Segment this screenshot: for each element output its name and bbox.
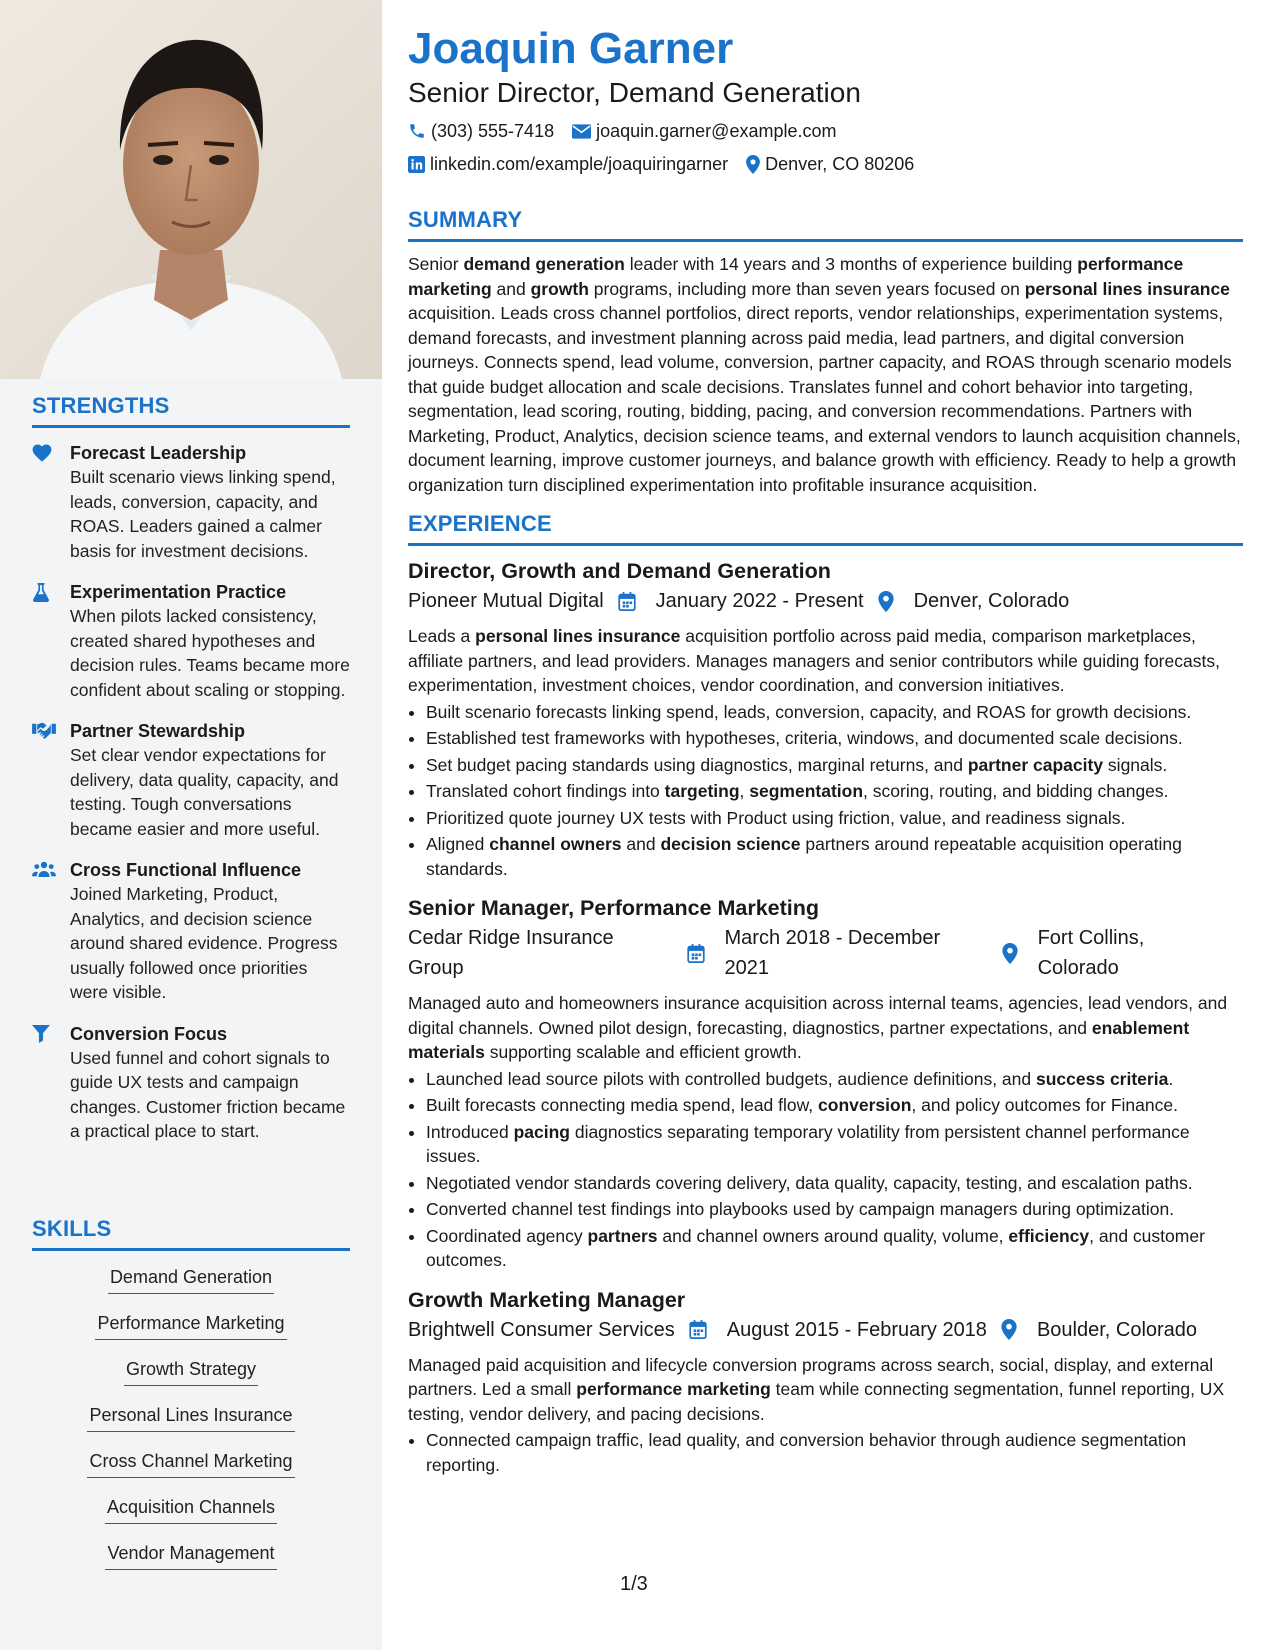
text-run: and channel owners around quality, volume,: [657, 1225, 1009, 1246]
achievement-bullet: [426, 1120, 1243, 1169]
company-name: Pioneer Mutual Digital: [408, 590, 604, 612]
text-run: Converted channel test findings into playbooks used by campaign managers during optimization.: [426, 1199, 1175, 1219]
skills-heading: SKILLS: [32, 1216, 350, 1251]
skill-tag: Performance Marketing: [95, 1311, 286, 1340]
bold-phrase: demand generation: [463, 254, 625, 274]
achievement-bullet: [426, 806, 1243, 831]
bold-phrase: partners: [587, 1225, 658, 1246]
skill-tag: Acquisition Channels: [105, 1495, 277, 1524]
strengths-list: [32, 442, 350, 1144]
candidate-name: Joaquin Garner: [408, 24, 734, 73]
job-achievements: [408, 700, 1243, 882]
text-run: , and policy outcomes for Finance.: [911, 1095, 1178, 1115]
company-name: Brightwell Consumer Services: [408, 1318, 675, 1341]
text-run: and: [621, 834, 661, 854]
job-achievements: [408, 1428, 1243, 1477]
strengths-heading: STRENGTHS: [32, 393, 350, 428]
email-text: joaquin.garner@example.com: [596, 121, 837, 141]
text-run: diagnostics separating temporary volatility from persistent channel performance issues.: [426, 1121, 1190, 1166]
skill-tag: Demand Generation: [108, 1265, 274, 1294]
achievement-bullet: [426, 779, 1243, 804]
bold-phrase: success criteria: [1036, 1068, 1169, 1089]
job-achievements: [408, 1067, 1243, 1273]
summary-heading: SUMMARY: [408, 207, 1243, 242]
skill-tag: Personal Lines Insurance: [87, 1403, 294, 1432]
bold-phrase: personal lines insurance: [475, 626, 681, 646]
text-run: , and customer outcomes.: [426, 1225, 1205, 1270]
job-dates-text: March 2018 - December 2021: [724, 927, 941, 979]
users-icon: [32, 859, 70, 1005]
text-run: Built forecasts connecting media spend, lead flow,: [426, 1095, 819, 1115]
experience-heading: EXPERIENCE: [408, 511, 1243, 546]
skills-section: [32, 1216, 350, 1587]
bold-phrase: performance marketing: [576, 1379, 771, 1399]
text-run: Coordinated agency: [426, 1225, 588, 1246]
text-run: Connected campaign traffic, lead quality, and conversion behavior through audience segmentation reporting.: [426, 1430, 1187, 1475]
map-pin-icon: [1002, 943, 1028, 964]
phone-text: (303) 555-7418: [431, 121, 555, 141]
job-location-text: Boulder, Colorado: [1036, 1318, 1198, 1341]
candidate-headline: Senior Director, Demand Generation: [408, 77, 861, 108]
job-meta: [408, 1315, 1243, 1345]
calendar-icon: [687, 944, 715, 963]
handshake-icon: [32, 720, 70, 841]
strength-title: Partner Stewardship: [70, 721, 246, 741]
job-location: [1001, 1315, 1197, 1345]
bold-phrase: efficiency: [1008, 1225, 1090, 1246]
job-dates: [689, 1315, 987, 1345]
text-run: Aligned: [426, 834, 490, 854]
job-entry: [408, 556, 1243, 881]
strength-title: Experimentation Practice: [70, 582, 287, 602]
achievement-bullet: [426, 832, 1243, 881]
page-number: 1/3: [620, 1573, 648, 1595]
text-run: ,: [739, 781, 750, 801]
job-entry: [408, 1285, 1243, 1478]
strength-item: [32, 442, 350, 563]
strengths-section: [32, 393, 350, 1162]
job-dates-text: August 2015 - February 2018: [726, 1318, 987, 1341]
job-title: Director, Growth and Demand Generation: [408, 559, 831, 583]
funnel-icon: [32, 1023, 70, 1144]
location-contact: [746, 151, 914, 177]
skill-tag: Cross Channel Marketing: [87, 1449, 294, 1478]
achievement-bullet: [426, 1093, 1243, 1118]
strength-description: Built scenario views linking spend, leads, conversion, capacity, and ROAS. Leaders gained a calmer basis for investment decisions.: [70, 467, 336, 561]
strength-title: Conversion Focus: [70, 1023, 228, 1044]
text-run: Launched lead source pilots with controlled budgets, audience definitions, and: [426, 1068, 1036, 1089]
strength-description: Joined Marketing, Product, Analytics, and decision science around shared evidence. Progress usually followed once priorities were visible.: [70, 884, 338, 1002]
text-run: Senior: [408, 254, 464, 274]
skills-list: [32, 1265, 350, 1587]
job-description: [408, 1353, 1243, 1427]
sidebar: [0, 0, 382, 1650]
strength-title: Forecast Leadership: [70, 443, 247, 463]
job-meta: [408, 923, 1243, 983]
text-run: Managed auto and homeowners insurance acquisition across internal teams, agencies, lead vendors, and digital channels. Owned pilot design, forecasting, diagnostics, partner expectations, and: [408, 993, 1228, 1038]
job-entry: [408, 893, 1243, 1273]
strength-item: [32, 859, 350, 1005]
job-location: [878, 586, 1070, 616]
job-description: [408, 991, 1243, 1065]
phone-contact[interactable]: [408, 118, 554, 144]
text-run: leader with 14 years and 3 months of experience building: [624, 254, 1078, 274]
bold-phrase: channel owners: [489, 834, 622, 854]
bold-phrase: personal lines insurance: [1024, 278, 1230, 299]
strength-description: When pilots lacked consistency, created shared hypotheses and decision rules. Teams became more confident about scaling or stopping.: [70, 606, 350, 700]
text-run: Established test frameworks with hypotheses, criteria, windows, and documented scale decisions.: [426, 728, 1183, 748]
calendar-icon: [618, 592, 646, 611]
text-run: Prioritized quote journey UX tests with Product using friction, value, and readiness signals.: [426, 807, 1126, 828]
strength-description: Set clear vendor expectations for delivery, data quality, capacity, and testing. Tough conversations became easier and more useful.: [70, 745, 339, 839]
text-run: programs, including more than seven years focused on: [588, 278, 1025, 299]
phone-icon: [408, 122, 426, 140]
text-run: Translated cohort findings into: [426, 781, 665, 801]
job-location-text: Denver, Colorado: [913, 590, 1070, 612]
email-contact[interactable]: [572, 118, 836, 144]
heart-icon: [32, 442, 70, 563]
achievement-bullet: [426, 726, 1243, 751]
bold-phrase: conversion: [818, 1095, 912, 1115]
text-run: Introduced: [426, 1121, 514, 1142]
company-name: Cedar Ridge Insurance Group: [408, 927, 614, 979]
strength-description: Used funnel and cohort signals to guide UX tests and campaign changes. Customer friction became a practical place to start.: [70, 1047, 346, 1141]
job-description: [408, 624, 1243, 698]
text-run: Managed paid acquisition and lifecycle conversion programs across search, social, display, and external partners. Led a small: [408, 1354, 1214, 1399]
text-run: , scoring, routing, and bidding changes.: [863, 781, 1169, 801]
linkedin-contact[interactable]: [408, 151, 728, 177]
email-icon: [572, 124, 591, 139]
bold-phrase: targeting: [664, 781, 740, 801]
job-title: Growth Marketing Manager: [408, 1287, 686, 1312]
linkedin-text: linkedin.com/example/joaquiringarner: [430, 154, 729, 174]
achievement-bullet: [426, 700, 1243, 725]
job-meta: [408, 586, 1243, 616]
bold-phrase: performance marketing: [408, 254, 1184, 299]
achievement-bullet: [426, 1224, 1243, 1273]
job-location: [1002, 923, 1229, 983]
main-content: [408, 24, 1243, 1489]
text-run: partners around repeatable acquisition operating standards.: [426, 834, 1182, 879]
summary-text: [408, 252, 1243, 497]
skill-tag: Vendor Management: [105, 1541, 276, 1570]
text-run: Leads a: [408, 626, 476, 646]
bold-phrase: partner capacity: [967, 754, 1104, 775]
text-run: Negotiated vendor standards covering delivery, data quality, capacity, testing, and escalation paths.: [426, 1172, 1193, 1193]
bold-phrase: growth: [530, 278, 589, 299]
location-text: Denver, CO 80206: [765, 154, 915, 174]
text-run: team while connecting segmentation, funnel reporting, UX testing, vendor delivery, and pacing decisions.: [408, 1379, 1225, 1424]
job-title: Senior Manager, Performance Marketing: [408, 896, 820, 920]
calendar-icon: [689, 1320, 717, 1339]
strength-item: [32, 581, 350, 702]
job-dates: [687, 923, 988, 983]
text-run: acquisition portfolio across paid media, comparison marketplaces, affiliate partners, and lead providers. Manages managers and senior contributors while guiding forecasts, experimentation, investment choices, vendor coordination, and conversion initiatives.: [408, 626, 1220, 695]
text-run: Built scenario forecasts linking spend, leads, conversion, capacity, and ROAS for growth decisions.: [426, 701, 1192, 722]
bold-phrase: pacing: [513, 1121, 570, 1142]
job-location-text: Fort Collins, Colorado: [1037, 927, 1145, 979]
skill-tag: Growth Strategy: [124, 1357, 258, 1386]
job-dates-text: January 2022 - Present: [655, 590, 864, 612]
strength-item: [32, 1023, 350, 1144]
job-dates: [618, 586, 864, 616]
bold-phrase: enablement materials: [408, 1017, 1190, 1062]
flask-icon: [32, 581, 70, 702]
text-run: and: [491, 278, 531, 299]
achievement-bullet: [426, 1428, 1243, 1477]
linkedin-icon: [408, 156, 425, 173]
achievement-bullet: [426, 1197, 1243, 1222]
bold-phrase: segmentation: [749, 781, 864, 801]
text-run: acquisition. Leads cross channel portfolios, direct reports, vendor relationships, experimentation systems, demand forecasts, and investment planning across paid media, lead partners, and digital conversion journeys. Connects spend, lead volume, conversion, partner capacity, and ROAS through scenario models that guide budget allocation and scale decisions. Translates funnel and cohort behavior into targeting, segmentation, lead scoring, routing, bidding, pacing, and conversion recommendations. Partners with Marketing, Product, Analytics, decision science teams, and external vendors to launch acquisition channels, document learning, improve customer journeys, and balance growth with efficiency. Ready to help a growth organization turn disciplined experimentation into profitable insurance acquisition.: [408, 303, 1241, 495]
achievement-bullet: [426, 753, 1243, 778]
profile-photo: [0, 0, 382, 379]
map-pin-icon: [1001, 1319, 1027, 1340]
achievement-bullet: [426, 1067, 1243, 1092]
text-run: .: [1168, 1068, 1174, 1089]
contact-info: [408, 118, 1243, 177]
text-run: supporting scalable and efficient growth.: [484, 1042, 802, 1062]
text-run: Set budget pacing standards using diagnostics, marginal returns, and: [426, 754, 968, 775]
strength-title: Cross Functional Influence: [70, 860, 302, 880]
achievement-bullet: [426, 1171, 1243, 1196]
text-run: signals.: [1103, 754, 1168, 775]
experience-list: [408, 556, 1243, 1477]
map-pin-icon: [746, 155, 760, 174]
map-pin-icon: [878, 591, 904, 612]
bold-phrase: decision science: [660, 834, 801, 854]
strength-item: [32, 720, 350, 841]
